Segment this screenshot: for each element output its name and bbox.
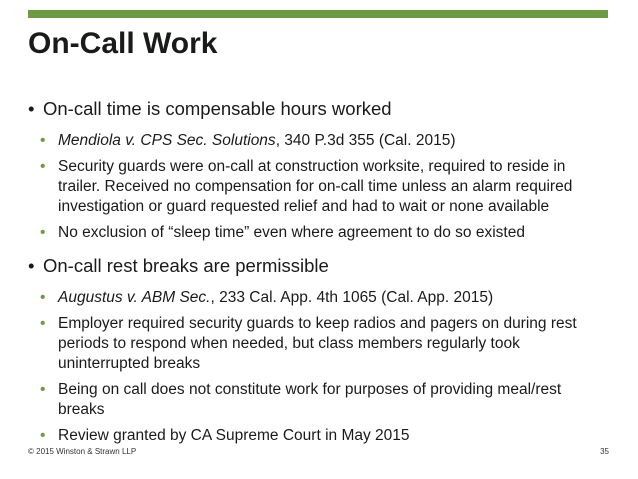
bullet-icon: • [40, 381, 46, 398]
bullet-text: No exclusion of “sleep time” even where agreement to do so existed [58, 224, 525, 241]
bullet-level1 [28, 255, 608, 277]
bullet-icon: • [40, 158, 46, 175]
bullet-level2 [40, 314, 608, 374]
top-accent-bar [28, 10, 608, 18]
bullet-icon: • [40, 289, 46, 306]
citation-text: , 233 Cal. App. 4th 1065 (Cal. App. 2015) [210, 289, 494, 306]
bullet-icon: • [40, 132, 46, 149]
bullet-text: Review granted by CA Supreme Court in May 2015 [58, 427, 410, 444]
bullet-text: On-call time is compensable hours worked [43, 98, 392, 119]
case-name: Augustus v. ABM Sec. [58, 289, 211, 306]
bullet-icon: • [28, 255, 35, 276]
bullet-icon: • [40, 224, 46, 241]
bullet-level2 [40, 131, 608, 151]
bullet-level2 [40, 157, 608, 217]
bullet-level2 [40, 223, 608, 243]
bullet-level1 [28, 98, 608, 120]
case-name: Mendiola v. CPS Sec. Solutions [58, 132, 276, 149]
bullet-level2 [40, 426, 608, 446]
slide-title: On-Call Work [28, 27, 218, 60]
page-number: 35 [600, 447, 609, 456]
bullet-text: On-call rest breaks are permissible [43, 255, 329, 276]
bullet-text: Security guards were on-call at construction worksite, required to reside in trailer. Received no compensation for on-call time unless an alarm required investigation or guard requested relief and had to wait or none available [58, 158, 573, 215]
bullet-level2 [40, 288, 608, 308]
bullet-level2 [40, 380, 608, 420]
slide-content [28, 98, 608, 452]
citation-text: , 340 P.3d 355 (Cal. 2015) [275, 132, 456, 149]
copyright-footer: © 2015 Winston & Strawn LLP [28, 447, 137, 456]
bullet-icon: • [28, 98, 35, 119]
bullet-text: Being on call does not constitute work for purposes of providing meal/rest breaks [58, 381, 562, 418]
bullet-icon: • [40, 315, 46, 332]
bullet-icon: • [40, 427, 46, 444]
bullet-text: Employer required security guards to keep radios and pagers on during rest periods to respond when needed, but class members regularly took uninterrupted breaks [58, 315, 577, 372]
